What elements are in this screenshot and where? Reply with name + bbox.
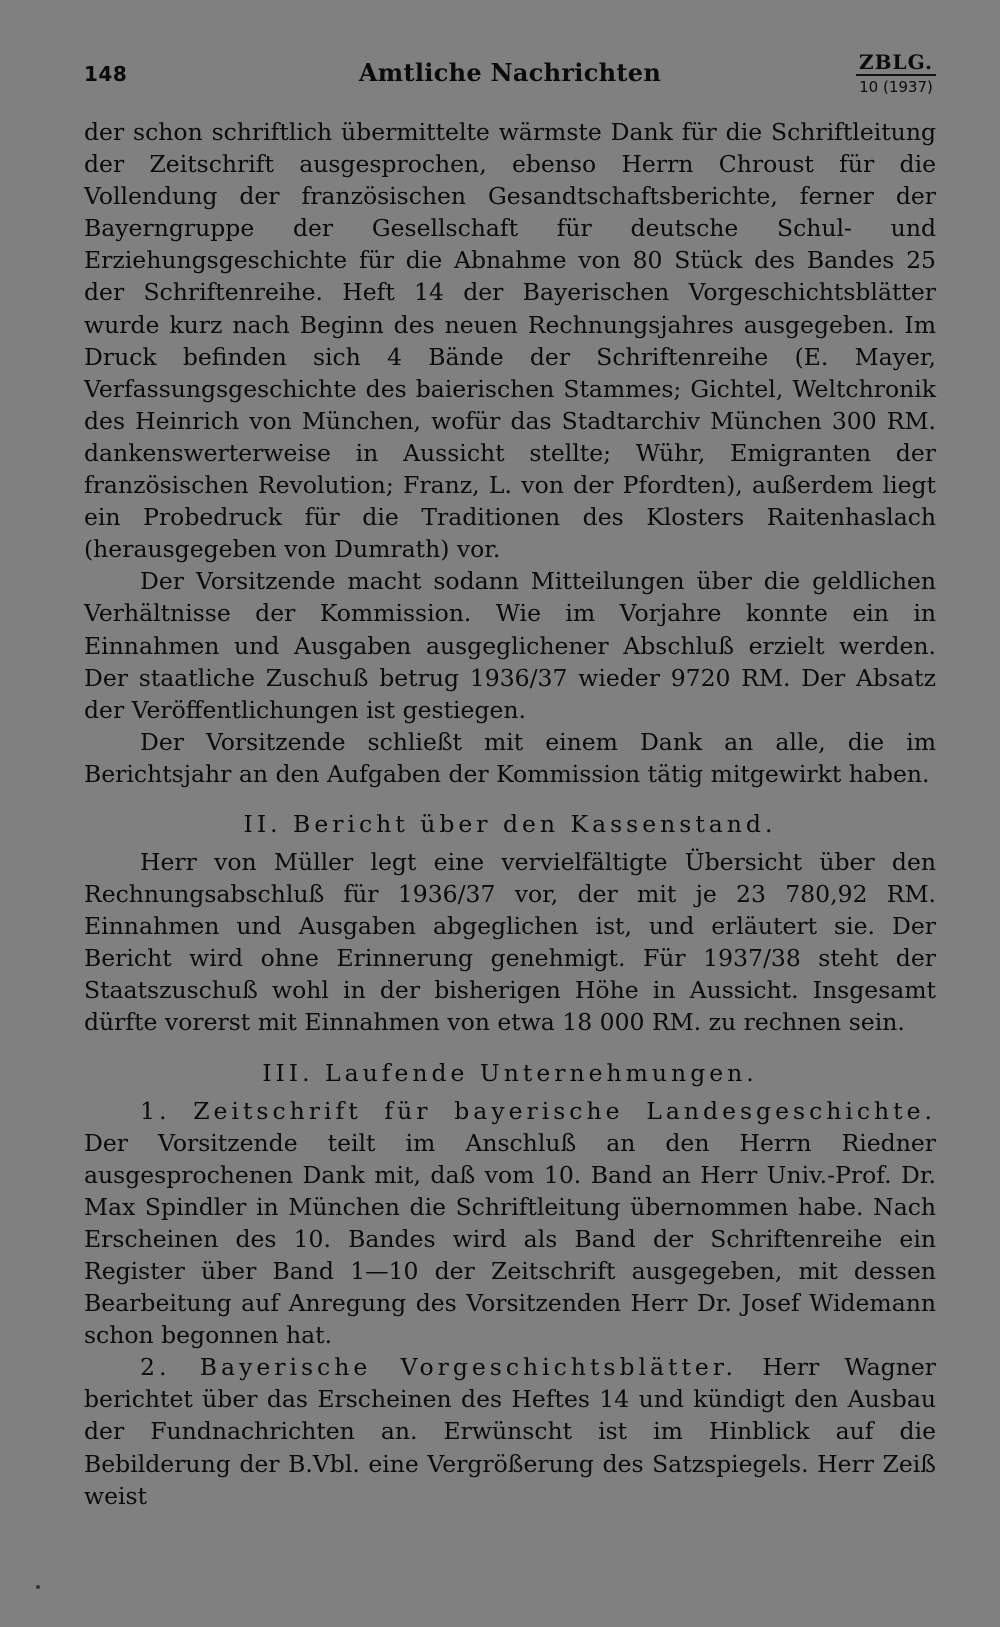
vorgeschichtsblaetter-subheading: 2. Bayerische Vorgeschichtsblätter. <box>140 1353 737 1382</box>
document-page <box>84 52 936 1512</box>
zeitschrift-paragraph <box>84 1095 936 1352</box>
section-heading-unternehmungen: III. Laufende Unternehmungen. <box>262 1058 758 1087</box>
body-text <box>84 116 936 1512</box>
running-title: Amtliche Nachrichten <box>358 58 662 87</box>
page-number: 148 <box>84 62 128 86</box>
section-heading-kassenstand: II. Bericht über den Kassenstand. <box>243 809 777 838</box>
margin-mark <box>36 1585 40 1589</box>
journal-volume: 10 (1937) <box>859 78 933 96</box>
journal-abbreviation: ZBLG. <box>859 50 933 74</box>
continued-paragraph: der schon schriftlich übermittelte wärmste Dank für die Schriftleitung der Zeitschrift ausgesprochen, ebenso Herrn Chroust für die Vollendung der französischen Gesandtschaftsberichte, ferner der Bayerngruppe der Gesellschaft für deutsche Schul- und Erziehungsgeschichte für die Abnahme von 80 Stück des Bandes 25 der Schriftenreihe. Heft 14 der Bayerischen Vorgeschichtsblätter wurde kurz nach Beginn des neuen Rechnungsjahres ausgegeben. Im Druck befinden sich 4 Bände der Schriftenreihe (E. Mayer, Verfassungsgeschichte des baierischen Stammes; Gichtel, Weltchronik des Heinrich von München, wofür das Stadtarchiv München 300 RM. dankenswerterweise in Aussicht stellte; Wühr, Emigranten der französischen Revolution; Franz, L. von der Pfordten), außerdem liegt ein Probedruck für die Traditionen des Klosters Raitenhaslach (herausgegeben von Dumrath) vor. <box>84 118 936 564</box>
zeitschrift-text: Der Vorsitzende teilt im Anschluß an den Herrn Riedner ausgesprochenen Dank mit, daß vom 10. Band an Herr Univ.-Prof. Dr. Max Spindler in München die Schriftleitung übernommen habe. Nach Erscheinen des 10. Bandes wird als Band der Schriftenreihe ein Register über Band 1—10 der Zeitschrift ausgegeben, mit dessen Bearbeitung auf Anregung des Vorsitzenden Herr Dr. Josef Widemann schon begonnen hat. <box>84 1128 936 1350</box>
closing-thanks-paragraph: Der Vorsitzende schließt mit einem Dank an alle, die im Berichtsjahr an den Aufgaben der Kommission tätig mitgewirkt haben. <box>84 727 936 788</box>
vorgeschichtsblaetter-text: Herr Wagner berichtet über das Erscheinen des Heftes 14 und kündigt den Ausbau der Fundnachrichten an. Erwünscht ist im Hinblick auf die Bebilderung der B.Vbl. eine Vergrößerung des Satzspiegels. Herr Zeiß weist <box>84 1353 936 1510</box>
page-header <box>84 50 936 96</box>
vorgeschichtsblaetter-paragraph <box>84 1351 936 1511</box>
finances-paragraph: Der Vorsitzende macht sodann Mitteilungen über die geldlichen Verhältnisse der Kommission. Wie im Vorjahre konnte ein in Einnahmen und Ausgaben ausgeglichener Abschluß erzielt werden. Der staatliche Zuschuß betrug 1936/37 wieder 9720 RM. Der Absatz der Veröffentlichungen ist gestiegen. <box>84 567 936 724</box>
zeitschrift-subheading: 1. Zeitschrift für bayerische Landesgeschichte. <box>140 1096 936 1125</box>
kassenstand-paragraph: Herr von Müller legt eine vervielfältigte Übersicht über den Rechnungsabschluß für 1936/37 vor, der mit je 23 780,92 RM. Einnahmen und Ausgaben abgeglichen ist, und erläutert sie. Der Bericht wird ohne Erinnerung genehmigt. Für 1937/38 steht der Staatszuschuß wohl in der bisherigen Höhe in Aussicht. Insgesamt dürfte vorerst mit Einnahmen von etwa 18 000 RM. zu rechnen sein. <box>84 847 936 1037</box>
journal-reference <box>856 52 936 95</box>
journal-rule <box>856 74 936 76</box>
